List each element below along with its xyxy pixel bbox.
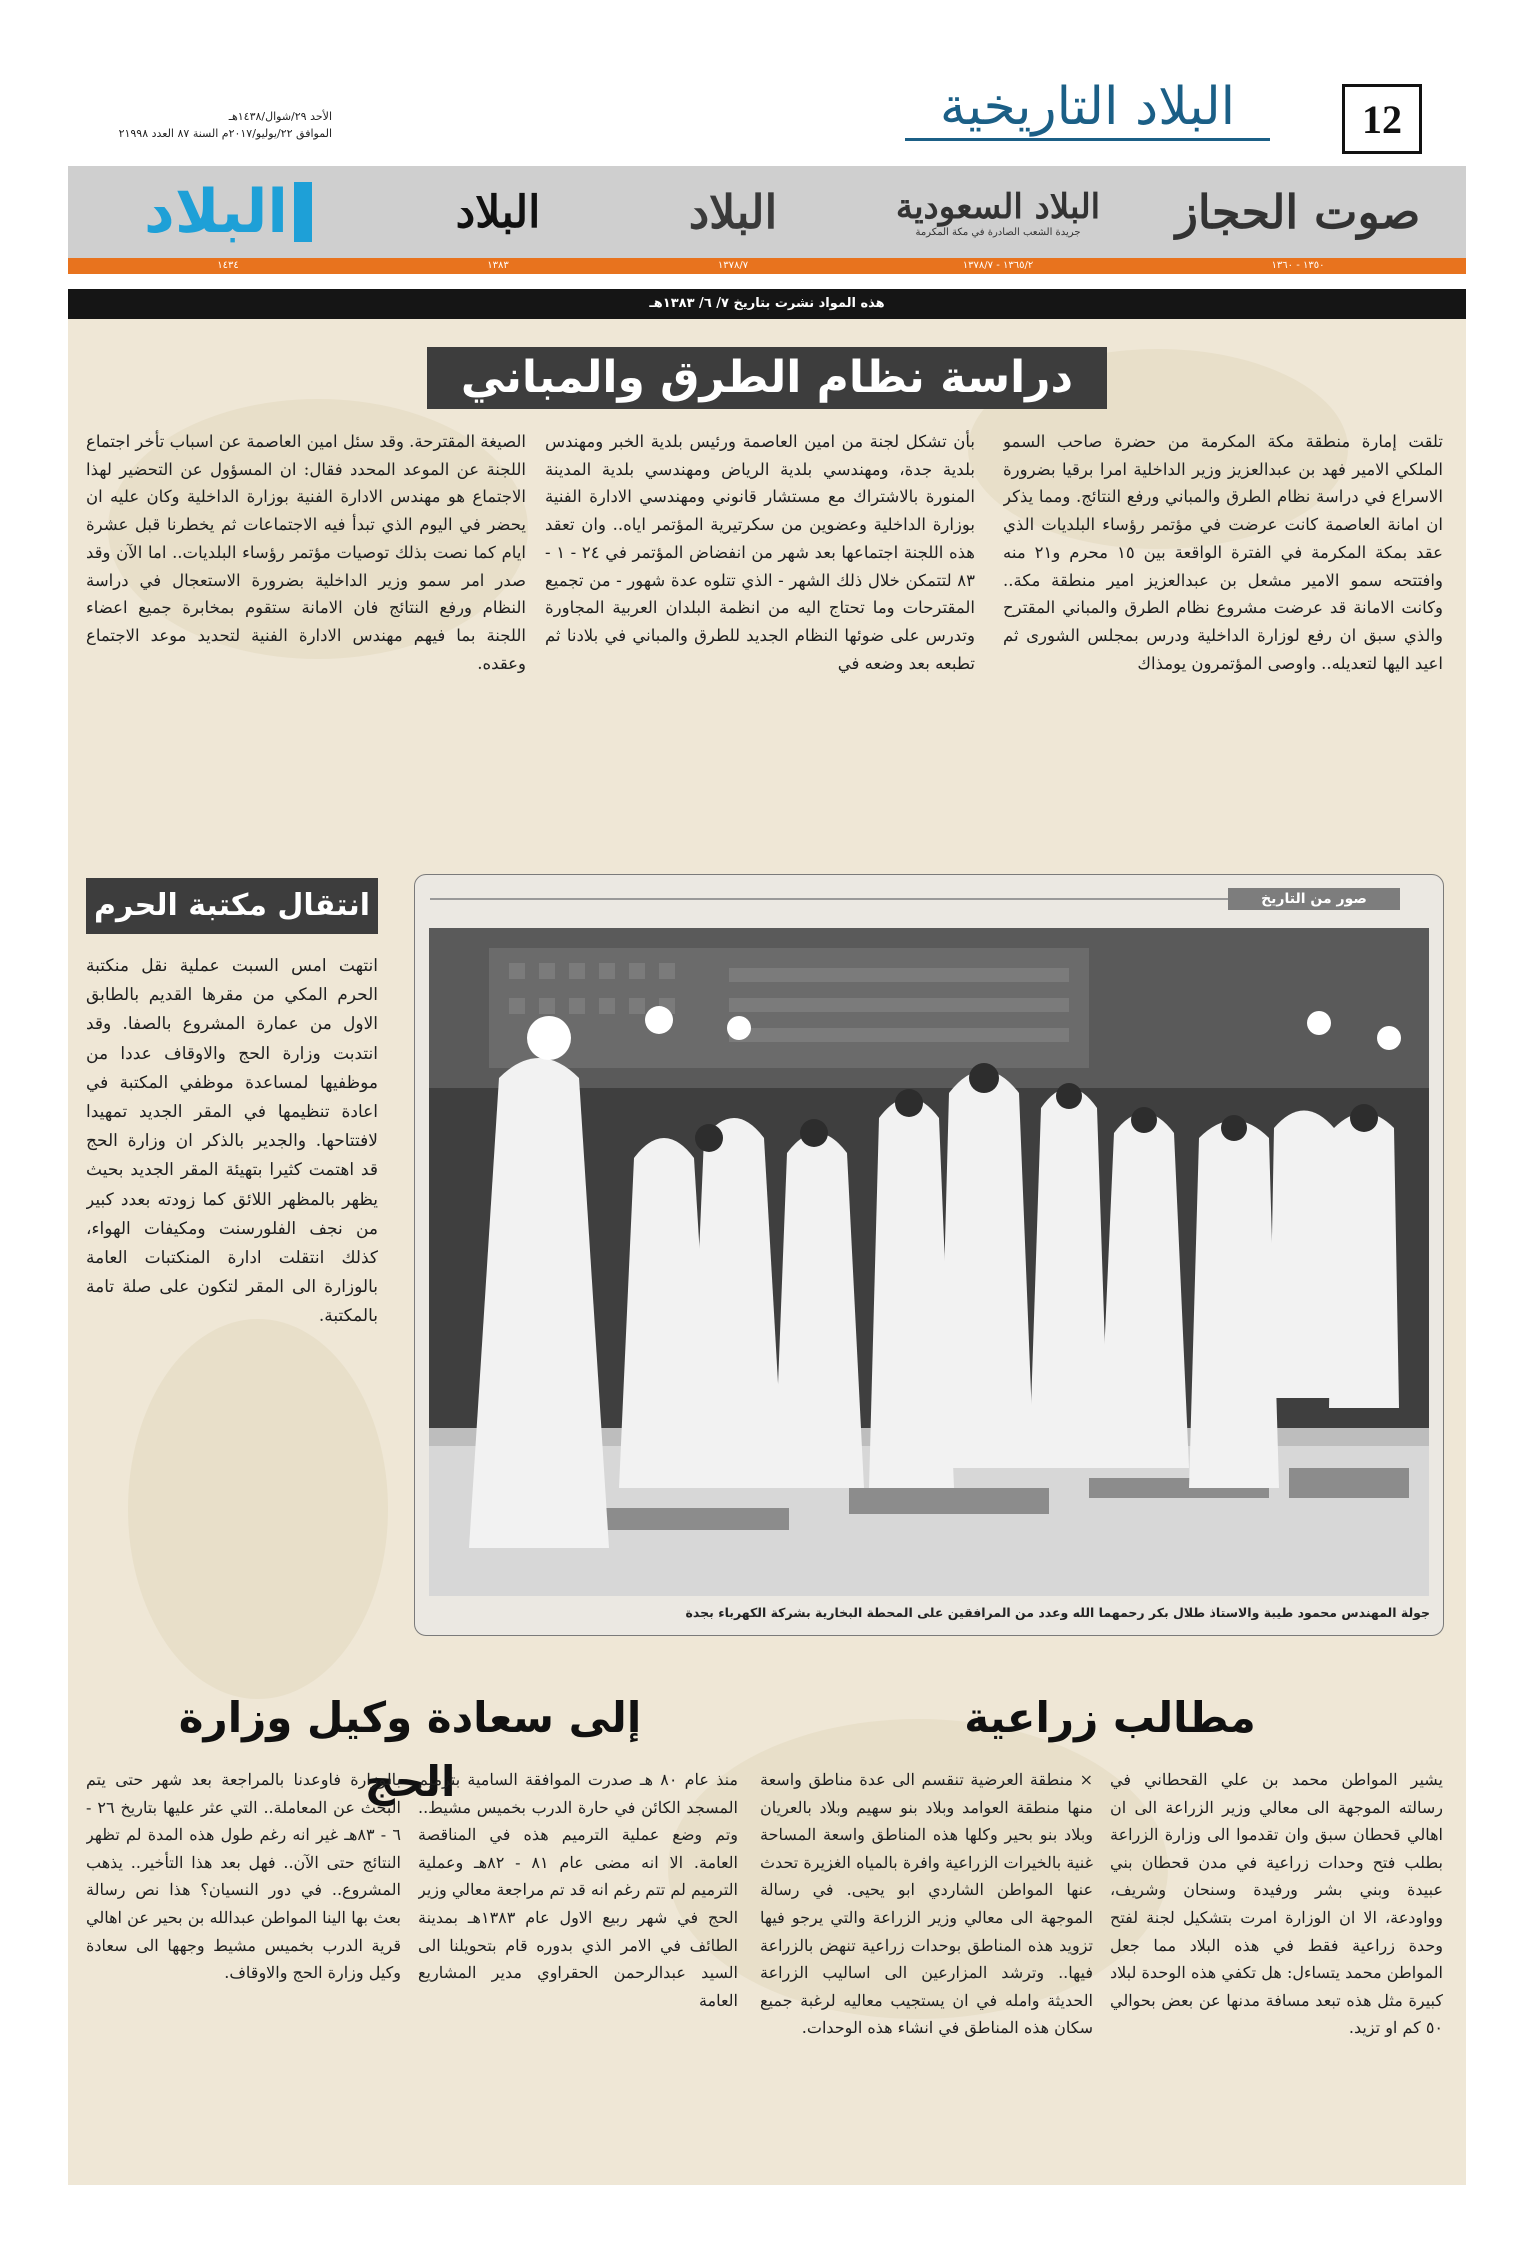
photo-panel-tag: صور من التاريخ <box>1228 888 1400 910</box>
masthead-logo-albilad-alsaudia <box>868 166 1128 258</box>
article-roads-column-middle: بأن تشكل لجنة من امين العاصمة ورئيس بلدية الخبر ومهندس بلدية جدة، ومهندسي بلدية الرياض ومهندسي بلدية المدينة المنورة بالاشتراك مع مستشار قانوني ومهندسي الادارة الفنية بوزارة الداخلية وعضوين من سكرتيرية المؤتمر اياه.. وان تعقد هذه اللجنة اجتماعها بعد شهر من انفضاض المؤتمر في ٢٤ - ١ - ٨٣ لتتمكن خلال ذلك الشهر - الذي تتلوه عدة شهور - من تجميع المقترحات وما تحتاج اليه من انظمة البلدان العربية المجاورة وتدرس على ضوئها النظام الجديد للطرق والمباني في بلادنا ثم تطبعه بعد وضعه في <box>545 432 975 673</box>
masthead-logo-albilad-1383: البلاد <box>455 186 541 238</box>
article-agri-headline: مطالب زراعية <box>964 1693 1256 1742</box>
page-number: 12 <box>1342 84 1422 154</box>
issue-date: الأحد ٢٩/شوال/١٤٣٨هـ <box>228 110 332 123</box>
article-library-body: انتهت امس السبت عملية نقل منكتبة الحرم المكي من مقرها القديم بالطابق الاول من عمارة المشروع بالصفا. وقد انتدبت وزارة الحج والاوقاف عددا من موظفيها لمساعدة موظفي المكتبة في اعادة تنظيمها في المقر الجديد تمهيدا لافتتاحها. والجدير بالذكر ان وزارة الحج قد اهتمت كثيرا بتهيئة المقر الجديد بحيث يظهر بالمظهر اللائق كما زودته بعدد كبير من نجف الفلورسنت ومكيفات الهواء، كذلك انتقلت ادارة المنكتبات العامة بالوزارة الى المقر لتكون على صلة تامة بالمكتبة. <box>86 956 378 1327</box>
section-title-underline <box>905 138 1270 141</box>
masthead-logo-subtitle: جريدة الشعب الصادرة في مكة المكرمة <box>915 226 1081 238</box>
historic-photo <box>429 928 1429 1596</box>
article-roads-column-left: الصيغة المقترحة. وقد سئل امين العاصمة عن اسباب تأخر اجتماع اللجنة عن الموعد المحدد فقال: ان المسؤول عن التحضير لهذا الاجتماع هو مهندس الادارة الفنية بوزارة الداخلية وكان عليه ان يحضر في اليوم الذي تبدأ فيه الاجتماعات ثم يخطرنا قبل عشرة ايام كما نصت بذلك توصيات مؤتمر رؤساء البلديات.. اما الآن وقد صدر امر سمو وزير الداخلية بضرورة الاستعجال في دراسة النظام ورفع النتائج فان الامانة ستقوم بمخابرة جميع اعضاء اللجنة بما فيهم مهندس الادارة الفنية لتحديد موعد الاجتماع وعقده. <box>86 432 526 673</box>
masthead-year: ١٣٥٠ - ١٣٦٠ <box>1271 260 1325 271</box>
article-roads-column-right: تلقت إمارة منطقة مكة المكرمة من حضرة صاحب السمو الملكي الامير فهد بن عبدالعزيز وزير الداخلية امرا برقيا بضرورة الاسراع في دراسة نظام الطرق والمباني ورفع النتائج. ومما يذكر ان امانة العاصمة كانت عرضت في مؤتمر رؤساء البلديات الذي عقد بمكة المكرمة في الفترة الواقعة بين ١٥ محرم و٢١ منه وافتتحه سمو الامير مشعل بن عبدالعزيز امير منطقة مكة.. وكانت الامانة قد عرضت مشروع نظام الطرق والمباني المقترح والذي سبق ان رفع لوزارة الداخلية ودرس بمجلس الشورى ثم اعيد اليها لتعديله.. واوصى المؤتمرون يومذاك <box>1003 432 1443 673</box>
photo-panel-rule <box>430 898 1228 900</box>
masthead-logo-sawt-alhijaz: صوت الحجاز <box>1175 185 1421 239</box>
power-station-visit-photo <box>429 928 1429 1596</box>
article-agri-column-left: × منطقة العرضية تنقسم الى عدة مناطق واسعة منها منطقة العوامد وبلاد بنو سهيم وبلاد بالعريان وبلاد بنو بحير وكلها هذه المناطق واسعة المساحة غنية بالخيرات الزراعية وافرة بالمياه الغزيرة تحدث عنها المواطن الشاردي ابو يحيى. في رسالة الموجهة الى معالي وزير الزراعة والتي يرجو فيها تزويد هذه المناطق بوحدات زراعية تنهض بالزراعة فيها.. وترشد المزارعين الى اساليب الزراعة الحديثة وامله في ان يستجيب معاليه لرغبة جميع سكان هذه المناطق في انشاء هذه الوحدات. <box>760 1770 1093 2038</box>
section-title-logo: البلاد التاريخية <box>939 77 1236 137</box>
masthead-logo-text: البلاد <box>144 177 288 247</box>
masthead-year: ١٤٣٤ <box>217 260 239 271</box>
historical-mastheads <box>68 166 1466 258</box>
article-hajj-headline: إلى سعادة وكيل وزارة الحج <box>178 1693 642 1806</box>
masthead-year: ١٣٧٨/٧ <box>717 260 749 271</box>
photo-caption: جولة المهندس محمود طيبة والاستاذ طلال بكر رحمهما الله وعدد من المرافقين على المحطة البخارية بشركة الكهرباء بجدة <box>685 1605 1430 1620</box>
masthead-logo-albilad-current <box>88 166 368 258</box>
masthead-year: ١٣٦٥/٢ - ١٣٧٨/٧ <box>962 260 1034 271</box>
issue-info <box>92 108 332 142</box>
article-roads-headline: دراسة نظام الطرق والمباني <box>427 347 1107 409</box>
masthead-logo-tag <box>294 182 312 242</box>
article-hajj-column-left: بالوزارة فاوعدنا بالمراجعة بعد شهر حتى يتم البحث عن المعاملة.. التي عثر عليها بتاريخ ٢٦ - ٦ - ٨٣هـ غير انه رغم طول هذه المدة لم تظهر النتائج حتى الآن.. فهل بعد هذا التأخير.. يذهب المشروع.. في دور النسيان؟ هذا نص رسالة بعث بها الينا المواطن عبدالله بن بحير عن اهالي قرية الدرب بخميس مشيط وجهها الى سعادة وكيل وزارة الحج والاوقاف. <box>86 1770 401 1983</box>
issue-number: الموافق ٢٢/يوليو/٢٠١٧م السنة ٨٧ العدد ٢١٩٩٨ <box>118 127 332 140</box>
masthead-logo-text: البلاد السعودية <box>895 186 1101 227</box>
masthead-logo-albilad-1378: البلاد <box>688 185 778 239</box>
masthead-years-band <box>68 258 1466 274</box>
article-hajj-column-right: منذ عام ٨٠ هـ صدرت الموافقة السامية بترميم المسجد الكائن في حارة الدرب بخميس مشيط.. وتم وضع عملية الترميم هذه في المناقصة العامة. الا انه مضى عام ٨١ - ٨٢هـ وعملية الترميم لم تتم رغم انه قد تم مراجعة معالي وزير الحج في شهر ربيع الاول عام ١٣٨٣هـ بمدينة الطائف في الامر الذي بدوره قام بتحويلنا الى السيد عبدالرحمن الحقراوي مدير المشاريع العامة <box>418 1770 738 2010</box>
publication-date-bar: هذه المواد نشرت بتاريخ ٧/ ٦/ ١٣٨٣هـ <box>68 289 1466 319</box>
masthead-year: ١٣٨٣ <box>487 260 509 271</box>
article-agri-column-right: يشير المواطن محمد بن علي القحطاني في رسالته الموجهة الى معالي وزير الزراعة الى ان اهالي قحطان سبق وان تقدموا الى وزارة الزراعة بطلب فتح وحدات زراعية في مدن قحطان بني عبيدة وبني بشر ورفيدة وسنحان وشريف، وواودعة، الا ان الوزارة امرت بتشكيل لجنة لفتح وحدة زراعية فقط في هذه البلاد مما جعل المواطن محمد يتساءل: هل تكفي هذه الوحدة لبلاد كبيرة مثل هذه تبعد مسافة مدنها عن بعض بحوالي ٥٠ كم او تزيد. <box>1110 1770 1443 2038</box>
article-library-headline: انتقال مكتبة الحرم <box>86 878 378 934</box>
